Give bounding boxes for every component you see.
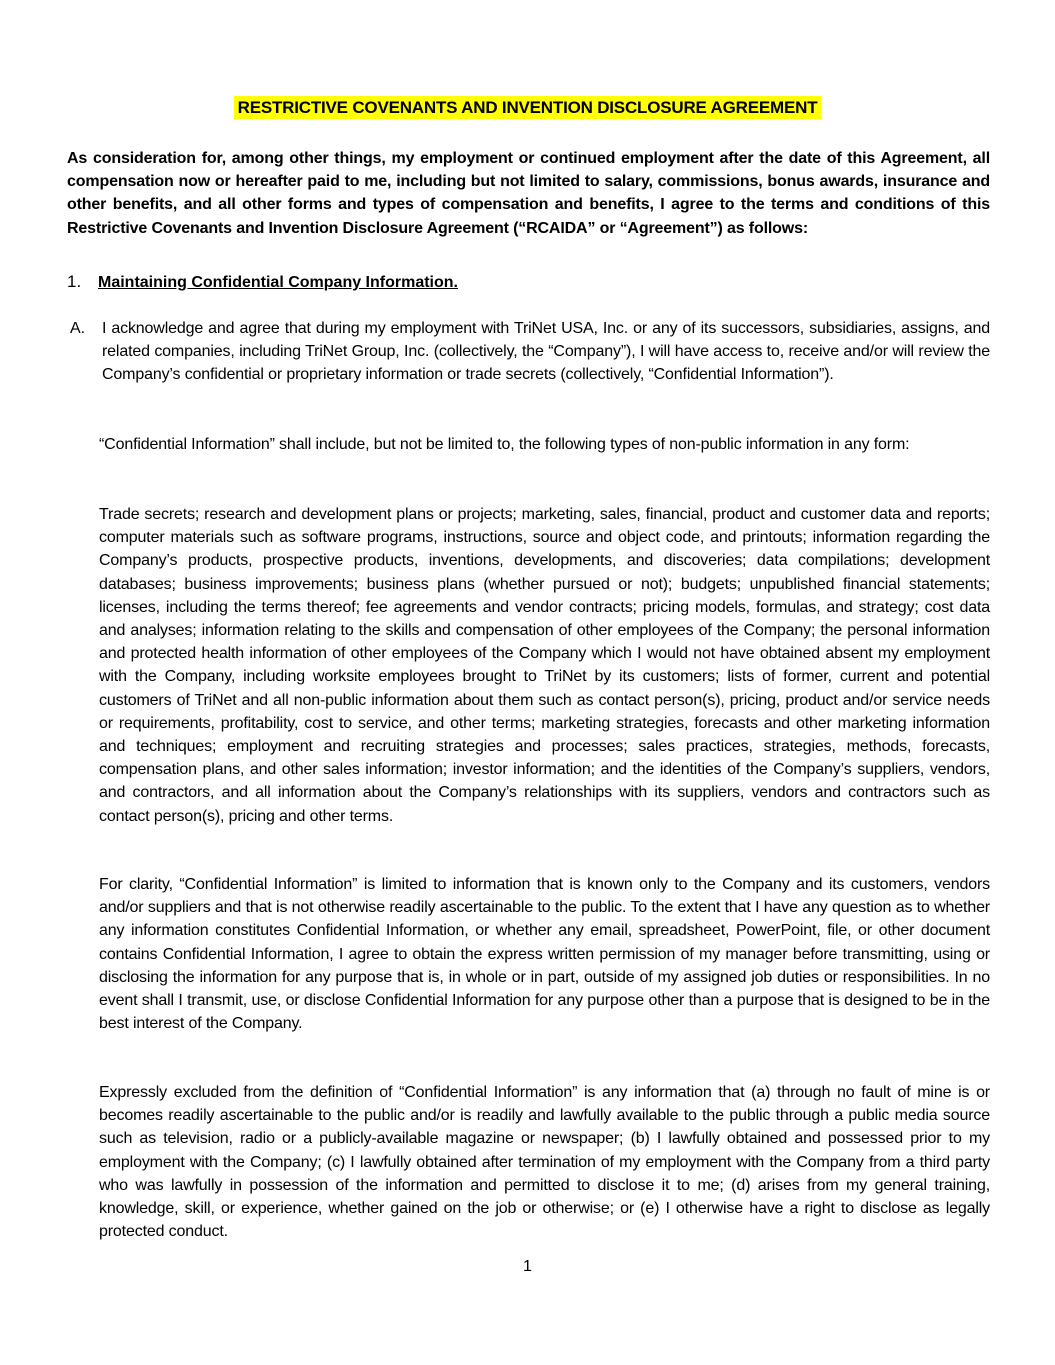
- exclusions-paragraph: Expressly excluded from the definition of “Confidential Information” is any information that (a) through no fault of mine is or becomes readily ascertainable to the public and/or is readily and lawfully available to the public through a public media source such as television, radio or a publicly-available magazine or newspaper; (b) I lawfully obtained and possessed prior to my employment with the Company; (c) I lawfully obtained after termination of my employment with the Company from a third party who was lawfully in possession of the information and permitted to disclose it to me; (d) arises from my general training, knowledge, skill, or experience, whether gained on the job or otherwise; or (e) I otherwise have a right to disclose as legally protected conduct.: [99, 1084, 990, 1241]
- list-item-a: [70, 317, 990, 387]
- list-item-letter: A.: [70, 320, 86, 337]
- definition-intro-paragraph: “Confidential Information” shall include, but not be limited to, the following types of non-public information in any form:: [99, 436, 910, 453]
- confidential-types-paragraph: Trade secrets; research and development plans or projects; marketing, sales, financial, product and customer data and reports; computer materials such as software programs, instructions, source and object code, and printouts; information regarding the Company’s products, prospective products, inventions, developments, and discoveries; data compilations; development databases; business improvements; business plans (whether pursued or not); budgets; unpublished financial statements; licenses, including the terms thereof; fee agreements and vendor contracts; pricing models, formulas, and strategy; cost data and analyses; information relating to the skills and compensation of other employees of the Company; the personal information and protected health information of other employees of the Company which I would not have obtained absent my employment with the Company, including worksite employees brought to TriNet by its customers; lists of former, current and potential customers of TriNet and all non-public information about them such as contact person(s), pricing, product and/or service needs or requirements, profitability, cost to service, and other terms; marketing strategies, forecasts and other marketing information and techniques; employment and recruiting strategies and processes; sales practices, strategies, methods, forecasts, compensation plans, and other sales information; investor information; and the identities of the Company’s suppliers, vendors, and contractors, and all information about the Company’s relationships with its suppliers, vendors and contractors such as contact person(s), pricing and other terms.: [99, 506, 990, 825]
- clarity-paragraph: For clarity, “Confidential Information” is limited to information that is known only to the Company and its customers, vendors and/or suppliers and that is not otherwise readily ascertainable to the public. To the extent that I have any question as to whether any information constitutes Confidential Information, or whether any email, spreadsheet, PowerPoint, file, or other document contains Confidential Information, I agree to obtain the express written permission of my manager before transmitting, using or disclosing the information for any purpose that is, in whole or in part, outside of my assigned job duties or responsibilities. In no event shall I transmit, use, or disclose Confidential Information for any purpose other than a purpose that is designed to be in the best interest of the Company.: [99, 876, 990, 1033]
- section-heading: [67, 270, 990, 294]
- page-number: 1: [523, 1258, 532, 1275]
- section-title: Maintaining Confidential Company Information.: [98, 274, 458, 291]
- intro-paragraph: As consideration for, among other things, my employment or continued employment after the date of this Agreement, all compensation now or hereafter paid to me, including but not limited to salary, commissions, bonus awards, insurance and other benefits, and all other forms and types of compensation and benefits, I agree to the terms and conditions of this Restrictive Covenants and Invention Disclosure Agreement (“RCAIDA” or “Agreement”) as follows:: [67, 150, 990, 237]
- title-container: [0, 96, 1055, 119]
- document-title: RESTRICTIVE COVENANTS AND INVENTION DISCLOSURE AGREEMENT: [234, 96, 822, 119]
- section-number: 1.: [67, 272, 82, 291]
- list-item-text: I acknowledge and agree that during my employment with TriNet USA, Inc. or any of its successors, subsidiaries, assigns, and related companies, including TriNet Group, Inc. (collectively, the “Company”), I will have access to, receive and/or will review the Company’s confidential or proprietary information or trade secrets (collectively, “Confidential Information”).: [102, 320, 990, 384]
